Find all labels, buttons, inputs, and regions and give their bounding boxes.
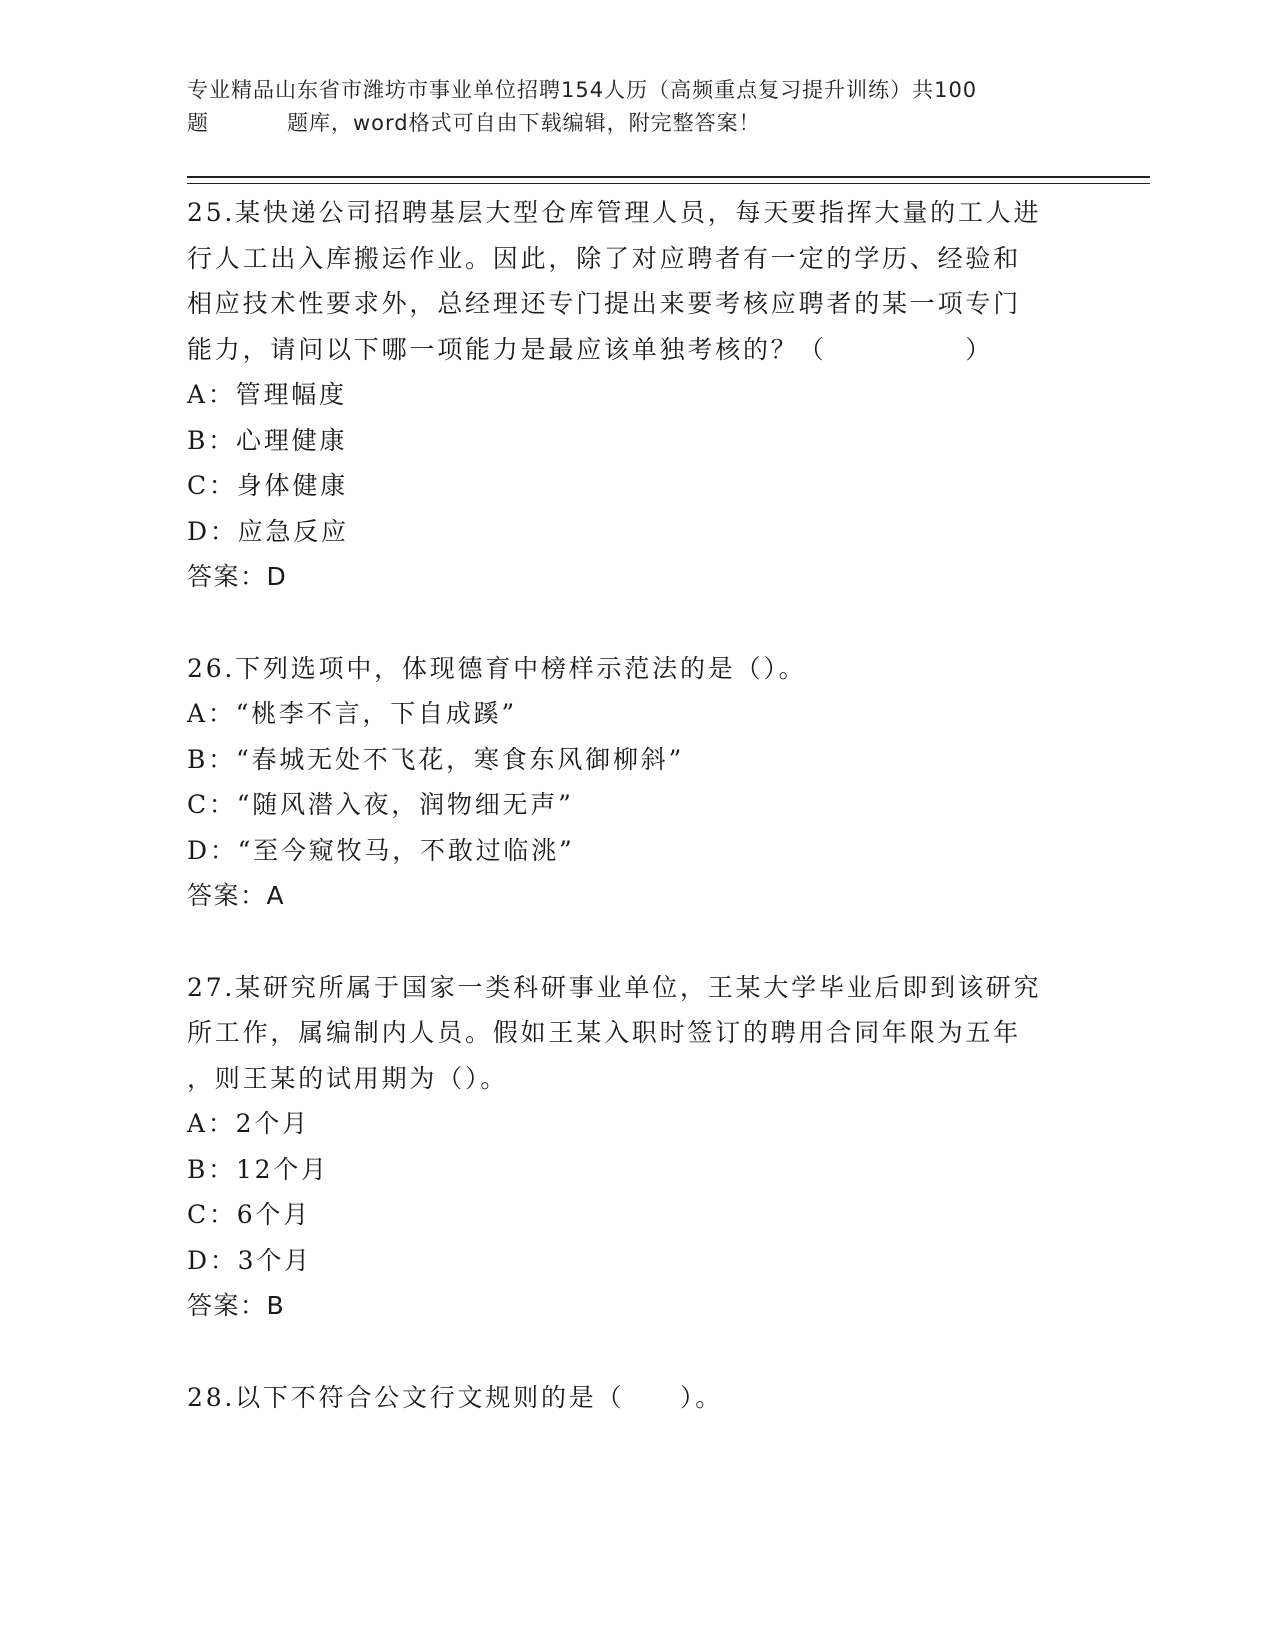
question-text-line: 相应技术性要求外，总经理还专门提出来要考核应聘者的某一项专门 bbox=[187, 289, 1022, 318]
option-b: B：“春城无处不飞花，寒食东风御柳斜” bbox=[187, 744, 685, 774]
option-d: D：“至今窥牧马，不敢过临洮” bbox=[187, 835, 575, 865]
question-text-line: 26.下列选项中，体现德育中榜样示范法的是（）。 bbox=[187, 653, 807, 683]
question-text-line: 27.某研究所属于国家一类科研事业单位，王某大学毕业后即到该研究 bbox=[187, 972, 1042, 1002]
question-spacer bbox=[187, 1329, 1087, 1375]
question-25 bbox=[187, 190, 1087, 600]
option-c: C：身体健康 bbox=[187, 471, 348, 500]
question-list bbox=[187, 190, 1087, 1420]
question-text-line: 能力，请问以下哪一项能力是最应该单独考核的？（ ） bbox=[187, 334, 994, 364]
answer: 答案：D bbox=[187, 562, 288, 591]
option-d: D：3个月 bbox=[187, 1245, 312, 1275]
question-text-line: 所工作，属编制内人员。假如王某入职时签订的聘用合同年限为五年 bbox=[187, 1018, 1022, 1047]
option-b: B：心理健康 bbox=[187, 425, 348, 455]
option-a: A：管理幅度 bbox=[187, 380, 347, 409]
option-a: A：“桃李不言，下自成蹊” bbox=[187, 699, 518, 728]
option-c: C：“随风潜入夜，润物细无声” bbox=[187, 790, 574, 819]
question-28 bbox=[187, 1375, 1087, 1421]
header-rule-thin bbox=[187, 183, 1150, 184]
question-spacer bbox=[187, 600, 1087, 646]
answer: 答案：A bbox=[187, 881, 286, 910]
question-26 bbox=[187, 646, 1087, 919]
option-b: B：12个月 bbox=[187, 1154, 329, 1184]
question-spacer bbox=[187, 919, 1087, 965]
question-text-line: 25.某快递公司招聘基层大型仓库管理人员，每天要指挥大量的工人进 bbox=[187, 198, 1042, 227]
option-d: D：应急反应 bbox=[187, 516, 349, 546]
header-line-2 bbox=[187, 107, 1087, 140]
header-line-2-start: 题 bbox=[187, 111, 209, 135]
question-text-line: 行人工出入库搬运作业。因此，除了对应聘者有一定的学历、经验和 bbox=[187, 243, 1022, 273]
question-text-line: 28.以下不符合公文行文规则的是（ ）。 bbox=[187, 1382, 724, 1412]
question-text-line: ，则王某的试用期为（）。 bbox=[187, 1063, 509, 1093]
question-27 bbox=[187, 965, 1087, 1329]
header-line-1: 专业精品山东省市潍坊市事业单位招聘154人历（高频重点复习提升训练）共100 bbox=[187, 78, 978, 102]
document-header bbox=[187, 74, 1087, 140]
header-line-2-rest: 题库，word格式可自由下载编辑，附完整答案！ bbox=[287, 111, 761, 135]
header-rule-thick bbox=[187, 176, 1150, 178]
option-a: A：2个月 bbox=[187, 1109, 310, 1138]
option-c: C：6个月 bbox=[187, 1200, 312, 1229]
answer: 答案：B bbox=[187, 1291, 286, 1320]
